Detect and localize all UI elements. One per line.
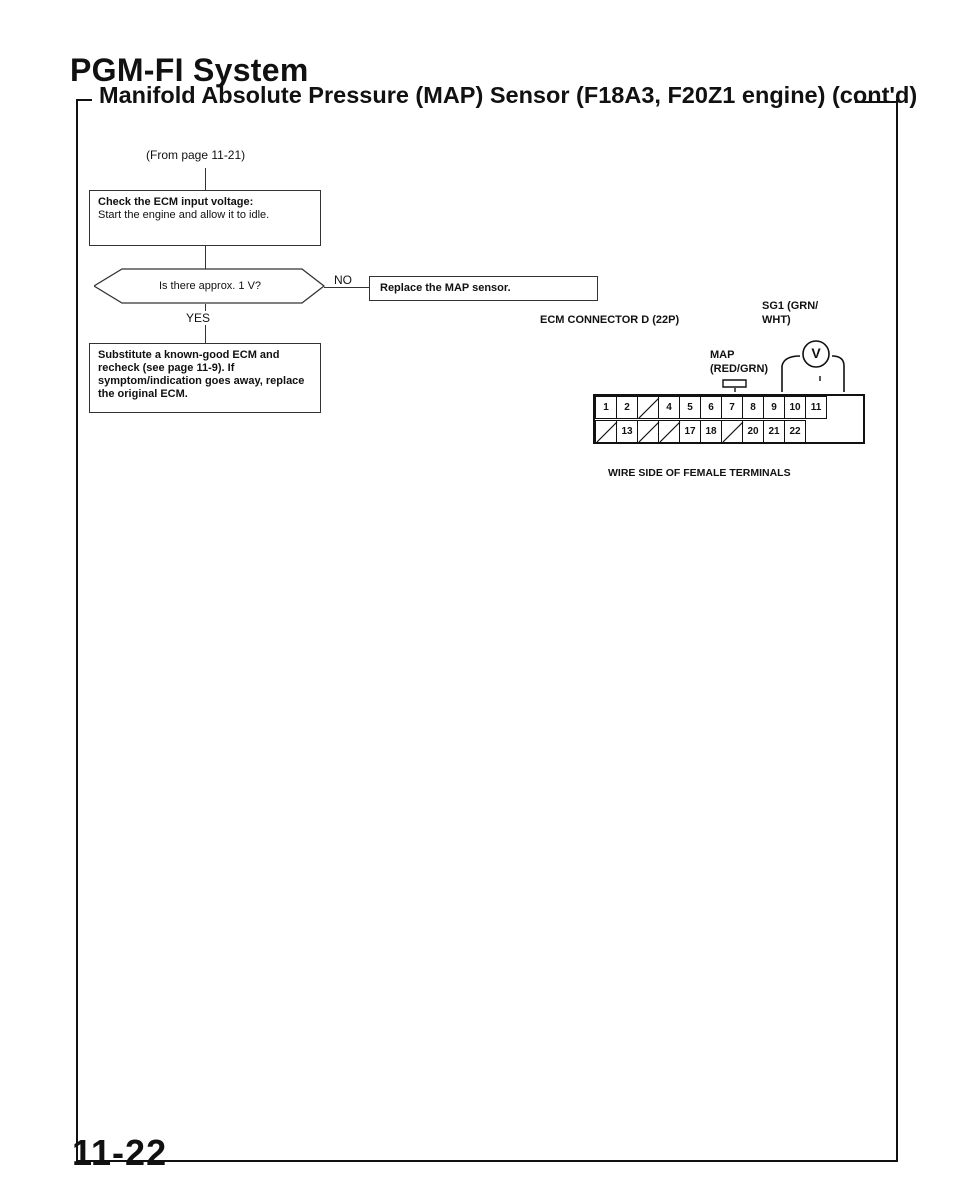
terminal-20: 20 bbox=[743, 421, 764, 443]
step1-body: Start the engine and allow it to idle. bbox=[98, 209, 270, 221]
no-connector bbox=[324, 287, 370, 288]
step1-heading: Check the ECM input voltage: bbox=[98, 196, 254, 208]
page-frame bbox=[76, 99, 898, 1162]
page-number: 11-22 bbox=[72, 1132, 168, 1173]
connector-title: ECM CONNECTOR D (22P) bbox=[540, 314, 680, 326]
step-check-ecm-voltage bbox=[89, 190, 321, 246]
terminal-blank bbox=[638, 421, 659, 443]
terminal-18: 18 bbox=[701, 421, 722, 443]
connector-caption: WIRE SIDE OF FEMALE TERMINALS bbox=[608, 467, 791, 479]
terminal-1: 1 bbox=[596, 397, 617, 419]
terminal-17: 17 bbox=[680, 421, 701, 443]
from-page-note: (From page 11-21) bbox=[146, 148, 246, 162]
terminal-row-2 bbox=[595, 420, 806, 443]
terminal-13: 13 bbox=[617, 421, 638, 443]
terminal-9: 9 bbox=[764, 397, 785, 419]
terminal-6: 6 bbox=[701, 397, 722, 419]
map-label-line1: MAP bbox=[710, 349, 735, 361]
section-subtitle: Manifold Absolute Pressure (MAP) Sensor (F18A3, F20Z1 engine) (cont'd) bbox=[99, 82, 918, 108]
terminal-grid-row2 bbox=[595, 420, 806, 443]
terminal-blank bbox=[659, 421, 680, 443]
terminal-21: 21 bbox=[764, 421, 785, 443]
terminal-7: 7 bbox=[722, 397, 743, 419]
sg1-label-line2: WHT) bbox=[762, 314, 791, 326]
voltmeter-leads bbox=[680, 336, 860, 396]
terminal-22: 22 bbox=[785, 421, 806, 443]
page-title: PGM-FI System bbox=[70, 52, 309, 88]
terminal-blank bbox=[722, 421, 743, 443]
flow-connector-1 bbox=[205, 168, 206, 190]
map-label-line2: (RED/GRN) bbox=[710, 363, 769, 375]
frame-top-left-rule bbox=[76, 99, 92, 101]
yes-label: YES bbox=[186, 311, 211, 325]
decision-question: Is there approx. 1 V? bbox=[158, 280, 262, 292]
terminal-blank bbox=[596, 421, 617, 443]
voltmeter-symbol: V bbox=[811, 345, 821, 361]
no-label: NO bbox=[334, 273, 352, 287]
terminal-11: 11 bbox=[806, 397, 827, 419]
terminal-blank bbox=[638, 397, 659, 419]
frame-top-right-rule bbox=[855, 101, 896, 103]
terminal-grid bbox=[595, 396, 827, 419]
step-substitute-ecm: Substitute a known-good ECM and recheck (see page 11-9). If symptom/indication goes away, replace the original ECM. bbox=[89, 343, 321, 413]
flow-connector-2 bbox=[205, 246, 206, 269]
sg1-label-line1: SG1 (GRN/ bbox=[762, 300, 819, 312]
terminal-2: 2 bbox=[617, 397, 638, 419]
terminal-8: 8 bbox=[743, 397, 764, 419]
terminal-row-1 bbox=[595, 396, 827, 419]
terminal-4: 4 bbox=[659, 397, 680, 419]
terminal-10: 10 bbox=[785, 397, 806, 419]
terminal-5: 5 bbox=[680, 397, 701, 419]
result-replace-map-sensor: Replace the MAP sensor. bbox=[369, 276, 598, 301]
